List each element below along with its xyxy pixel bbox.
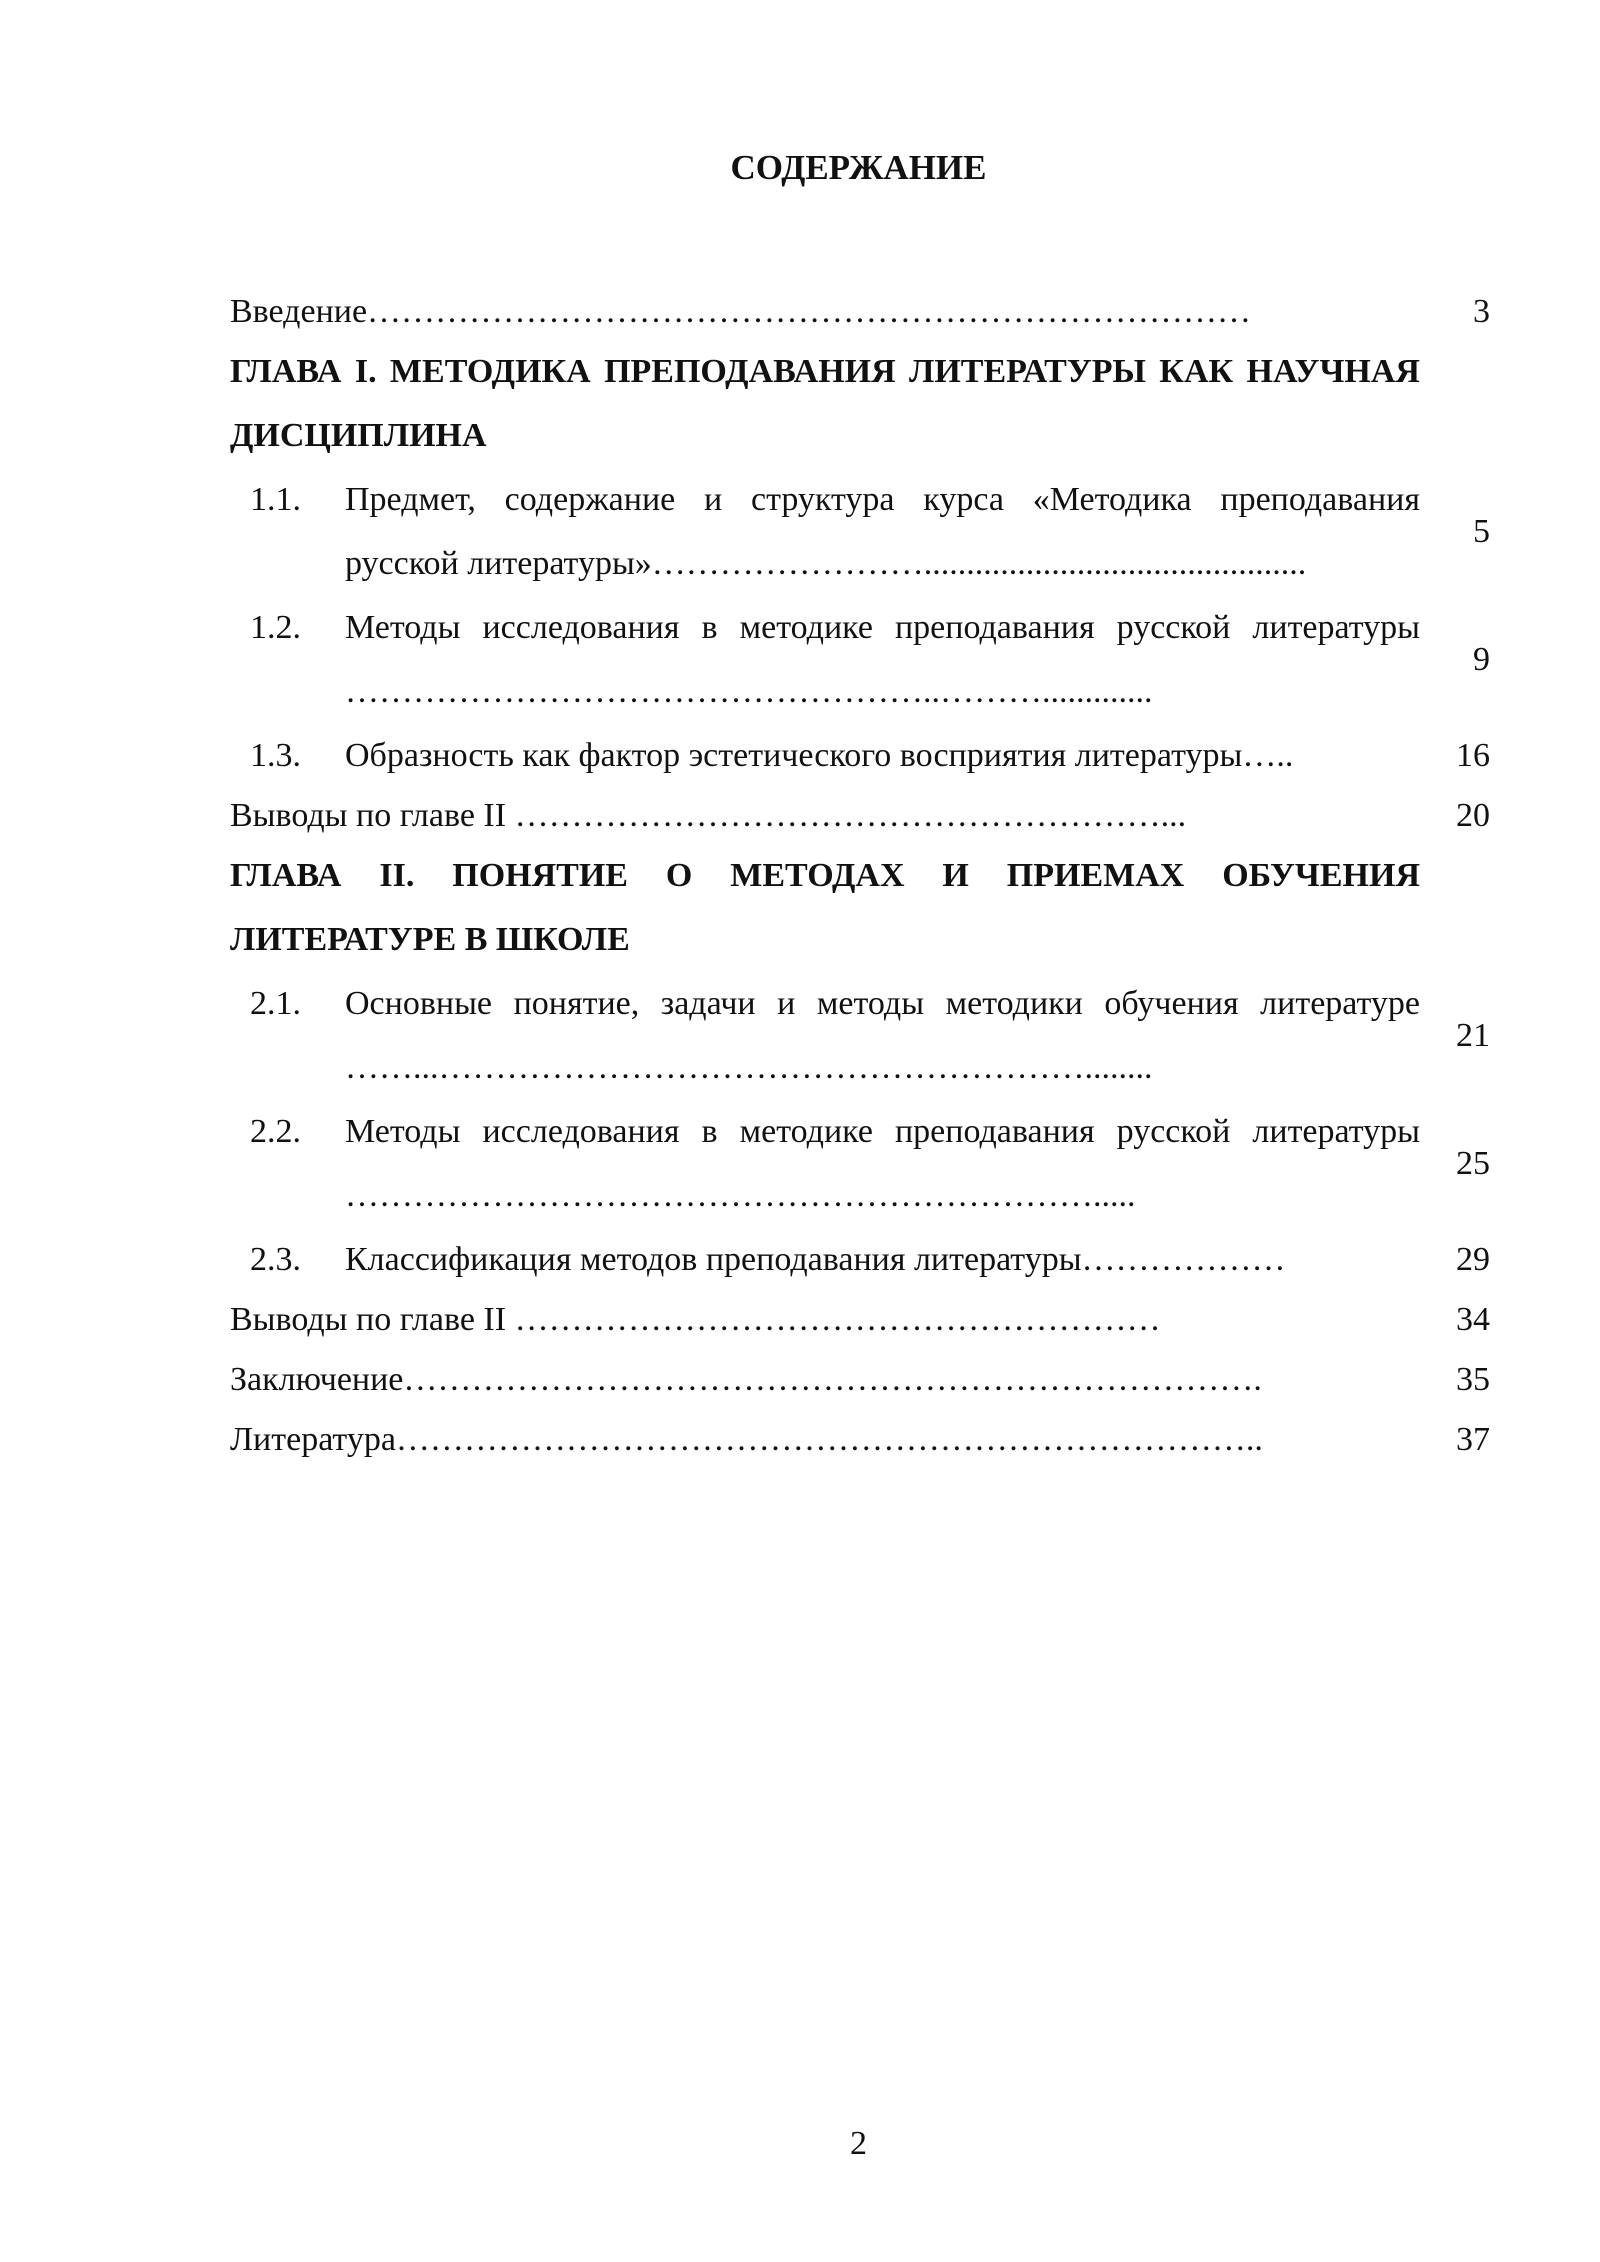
toc-entry-page: 20 [1456,797,1490,834]
section-number: 2.1. [250,985,301,1022]
toc-entry-1-1[interactable] [230,468,1490,596]
toc-entry-1-3[interactable] [230,724,1490,784]
section-number: 1.2. [250,609,301,646]
toc-entry-page: 29 [1456,1241,1490,1278]
toc-entry-chapter-1-conclusions[interactable] [230,784,1490,844]
toc-entry-text: Методы исследования в методике преподавания русской литературы …………………………………………………………..... [345,1113,1420,1214]
chapter-heading-text: ГЛАВА II. ПОНЯТИЕ О МЕТОДАХ И ПРИЕМАХ ОБУЧЕНИЯ ЛИТЕРАТУРЕ В ШКОЛЕ [230,857,1420,958]
section-number: 2.2. [250,1113,301,1150]
toc-entry-text: Предмет, содержание и структура курса «Методика преподавания русской литературы»……………………............................................. [345,481,1420,582]
toc-entry-text: Выводы по главе II …………………………………………………... [230,797,1187,834]
toc-entry-text: Введение…………………………………………………………………… [230,293,1252,330]
toc-entry-text: Образность как фактор эстетического восприятия литературы….. [345,737,1294,774]
toc-entry-page: 34 [1456,1301,1490,1338]
toc-entry-2-2[interactable] [230,1100,1490,1228]
toc-entry-text: Литература………………………………………………………………….. [230,1421,1263,1458]
toc-entry-literature[interactable] [230,1408,1490,1468]
toc-chapter-2-heading[interactable] [230,844,1490,972]
chapter-heading-text: ГЛАВА I. МЕТОДИКА ПРЕПОДАВАНИЯ ЛИТЕРАТУРЫ КАК НАУЧНАЯ ДИСЦИПЛИНА [230,353,1420,454]
toc-entry-text: Выводы по главе II ………………………………………………… [230,1301,1161,1338]
toc-entry-page: 21 [1456,1017,1490,1054]
toc-entry-text: Заключение…………………………………………………………………. [230,1361,1262,1398]
toc-entry-text: Классификация методов преподавания литературы……………… [345,1241,1286,1278]
toc-entry-conclusion[interactable] [230,1348,1490,1408]
toc-entry-2-1[interactable] [230,972,1490,1100]
toc-entry-1-2[interactable] [230,596,1490,724]
toc-chapter-1-heading[interactable] [230,340,1490,468]
toc-entry-page: 37 [1456,1421,1490,1458]
section-number: 1.1. [250,481,301,518]
section-number: 1.3. [250,737,301,774]
toc-entry-introduction[interactable] [230,280,1490,340]
toc-entry-text: Методы исследования в методике преподавания русской литературы ……………………………………………..………............. [345,609,1420,710]
toc-entry-2-3[interactable] [230,1228,1490,1288]
toc-entry-page: 25 [1456,1145,1490,1182]
toc-entry-page: 16 [1456,737,1490,774]
toc-entry-chapter-2-conclusions[interactable] [230,1288,1490,1348]
toc-title: СОДЕРЖАНИЕ [730,148,987,187]
page-number: 2 [850,2125,867,2162]
toc-entry-page: 35 [1456,1361,1490,1398]
toc-entry-text: Основные понятие, задачи и методы методики обучения литературе ……...…………………………………………………........ [345,985,1420,1086]
toc-entry-page: 9 [1473,641,1490,678]
toc-entry-page: 3 [1473,293,1490,330]
section-number: 2.3. [250,1241,301,1278]
toc-entry-page: 5 [1473,513,1490,550]
